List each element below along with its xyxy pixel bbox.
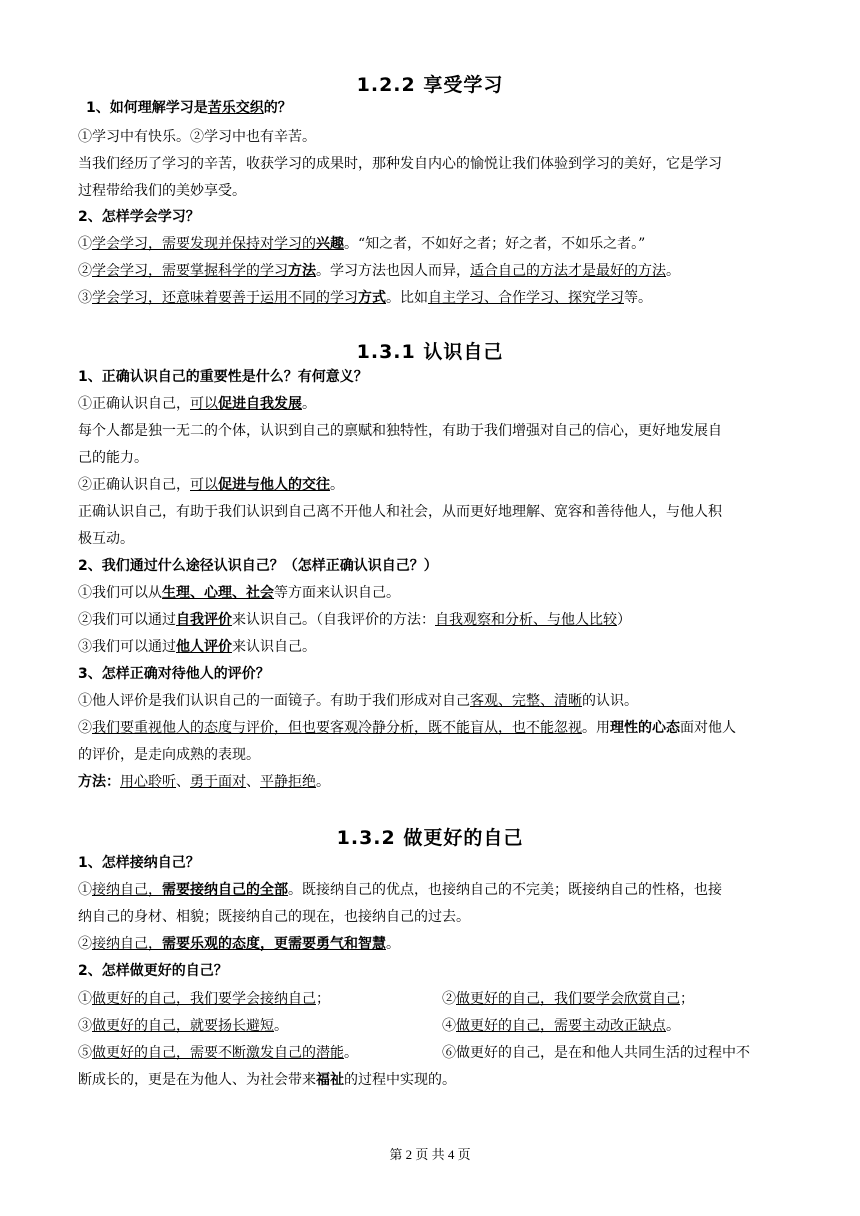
paragraph-line: 过程带给我们的美妙享受。: [78, 183, 246, 199]
page-footer: 第 2 页 共 4 页: [389, 1147, 471, 1162]
question-heading: 1、如何理解学习是苦乐交织的？: [86, 100, 292, 116]
question-heading: 2、怎样做更好的自己？: [78, 963, 228, 979]
question-heading: 2、我们通过什么途径认识自己？（怎样正确认识自己？）: [78, 558, 438, 574]
paragraph-line: ②学会学习，需要掌握科学的学习方法。学习方法也因人而异，适合自己的方法才是最好的方法。: [78, 263, 680, 279]
paragraph-line: ③学会学习，还意味着要善于运用不同的学习方式。比如自主学习、合作学习、探究学习等。: [78, 290, 652, 306]
paragraph-line: ②接纳自己，需要乐观的态度，更需要勇气和智慧。: [78, 936, 400, 952]
paragraph-line: ①学会学习，需要发现并保持对学习的兴趣。“知之者，不如好之者；好之者，不如乐之者。”: [78, 236, 646, 252]
list-item: ④做更好的自己，需要主动改正缺点。: [442, 1018, 680, 1034]
question-heading: 2、怎样学会学习？: [78, 209, 200, 225]
question-heading: 1、怎样接纳自己？: [78, 855, 200, 871]
paragraph-line: ①正确认识自己，可以促进自我发展。: [78, 396, 316, 412]
question-heading: 3、怎样正确对待他人的评价？: [78, 666, 270, 682]
paragraph-line: ③我们可以通过他人评价来认识自己。: [78, 639, 316, 655]
list-item: ⑤做更好的自己，需要不断激发自己的潜能。: [78, 1045, 358, 1061]
list-item: ⑥做更好的自己，是在和他人共同生活的过程中不: [442, 1045, 750, 1061]
paragraph-line: 断成长的，更是在为他人、为社会带来福祉的过程中实现的。: [78, 1072, 456, 1088]
paragraph-line: 己的能力。: [78, 450, 148, 466]
list-item: ②做更好的自己，我们要学会欣赏自己；: [442, 991, 694, 1007]
section-title-1-3-2: 1.3.2 做更好的自己: [336, 827, 524, 849]
paragraph-line: 每个人都是独一无二的个体，认识到自己的禀赋和独特性，有助于我们增强对自己的信心，更好地发展自: [78, 423, 722, 439]
paragraph-line: 极互动。: [78, 531, 134, 547]
section-title-1-3-1: 1.3.1 认识自己: [356, 341, 504, 363]
paragraph-line: ②我们可以通过自我评价来认识自己。（自我评价的方法：自我观察和分析、与他人比较）: [78, 612, 631, 628]
paragraph-line: ①他人评价是我们认识自己的一面镜子。有助于我们形成对自己客观、完整、清晰的认识。: [78, 693, 638, 709]
paragraph-line: 正确认识自己，有助于我们认识到自己离不开他人和社会，从而更好地理解、宽容和善待他人，与他人积: [78, 504, 722, 520]
paragraph-line: ②我们要重视他人的态度与评价，但也要客观冷静分析，既不能盲从，也不能忽视。用理性的心态面对他人: [78, 720, 736, 736]
list-item: ①做更好的自己，我们要学会接纳自己；: [78, 991, 330, 1007]
paragraph-line: ①我们可以从生理、心理、社会等方面来认识自己。: [78, 585, 400, 601]
paragraph-line: 的评价，是走向成熟的表现。: [78, 747, 260, 763]
paragraph-line: 当我们经历了学习的辛苦，收获学习的成果时，那种发自内心的愉悦让我们体验到学习的美好，它是学习: [78, 156, 722, 172]
paragraph-line: ①接纳自己，需要接纳自己的全部。既接纳自己的优点，也接纳自己的不完美；既接纳自己的性格，也接: [78, 882, 722, 898]
question-heading: 1、正确认识自己的重要性是什么？有何意义？: [78, 369, 368, 385]
paragraph-line: ②正确认识自己，可以促进与他人的交往。: [78, 477, 344, 493]
total-page-count: 4: [447, 1147, 455, 1162]
paragraph-line: 纳自己的身材、相貌；既接纳自己的现在，也接纳自己的过去。: [78, 909, 470, 925]
paragraph-line: 方法：用心聆听、勇于面对、平静拒绝。: [78, 774, 330, 790]
current-page-number: 2: [405, 1147, 413, 1162]
list-item: ③做更好的自己，就要扬长避短。: [78, 1018, 288, 1034]
section-title-1-2-2: 1.2.2 享受学习: [356, 74, 504, 96]
paragraph-line: ①学习中有快乐。②学习中也有辛苦。: [78, 129, 316, 145]
